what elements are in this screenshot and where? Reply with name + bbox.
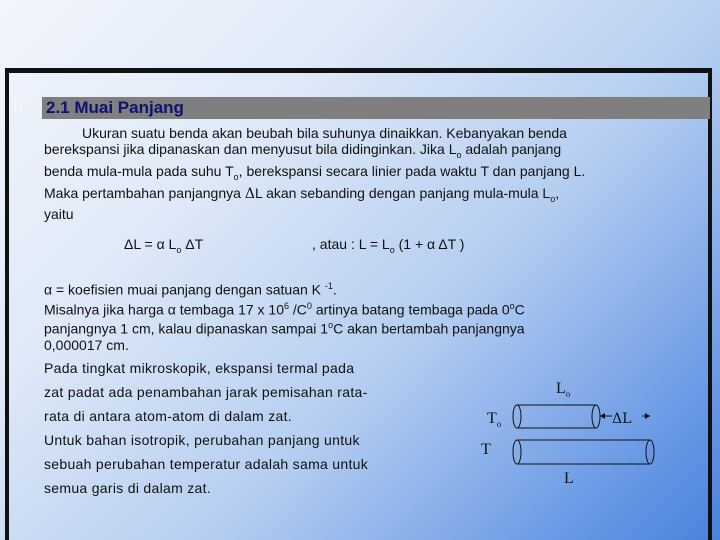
definition-block <box>44 278 664 353</box>
intro-line-1: Ukuran suatu benda akan beubah bila suhunya dinaikkan. Kebanyakan benda <box>82 125 567 141</box>
l-label: L <box>564 470 574 487</box>
lo-label: $L_o$ <box>556 380 571 400</box>
formula-linear: ΔL = α $L_o$ ΔT <box>124 236 204 255</box>
intro-paragraph <box>44 125 696 222</box>
example-line-2: panjangnya 1 cm, kalau dipanaskan sampai 1$^o$C akan bertambah panjangnya <box>44 320 525 337</box>
micro-line: Untuk bahan isotropik, perubahan panjang untuk <box>44 432 360 448</box>
micro-line: sebuah perubahan temperatur adalah sama untuk <box>44 456 369 472</box>
right-border <box>708 68 712 540</box>
delta-l-label: ΔL <box>612 411 632 427</box>
slide-number: 11 <box>12 99 24 113</box>
intro-line-4: Maka pertambahan panjangnya ΔL akan sebanding dengan panjang mula-mula $L_o$, <box>44 184 560 204</box>
expanded-rod <box>513 440 654 464</box>
to-label: $T_o$ <box>487 410 502 430</box>
intro-line-2: berekspansi jika dipanaskan dan menyusut bila didinginkan. Jika $L_o$ adalah panjang <box>44 141 562 160</box>
intro-line-5: yaitu <box>44 206 74 223</box>
formula-length: , atau : $L = L_o$ (1 + α ΔT ) <box>312 236 465 255</box>
slide-title: 2.1 Muai Panjang <box>46 98 184 117</box>
microscopic-text <box>44 356 444 500</box>
intro-line-3: benda mula-mula pada suhu $T_o$, berekspansi secara linier pada waktu T dan panjang L. <box>44 162 586 182</box>
micro-line: Pada tingkat mikroskopik, ekspansi termal pada <box>44 360 355 376</box>
t-label: T <box>481 441 491 458</box>
initial-rod <box>513 405 600 428</box>
example-line-3: 0,000017 cm. <box>44 336 129 353</box>
micro-line: semua garis di dalam zat. <box>44 480 212 496</box>
example-line-1: Misalnya jika harga α tembaga 17 x $10^6$ $/C^0$ artinya batang tembaga pada 0$^o$C <box>44 300 525 318</box>
micro-line: rata di antara atom-atom di dalam zat. <box>44 408 292 424</box>
delta-l-arrow <box>600 413 650 419</box>
left-border <box>5 68 9 540</box>
alpha-definition: α = koefisien muai panjang dengan satuan K $^{-1}$. <box>44 281 337 298</box>
expansion-rods-diagram <box>470 395 690 475</box>
top-border <box>5 68 712 73</box>
micro-line: zat padat ada penambahan jarak pemisahan rata- <box>44 384 368 400</box>
